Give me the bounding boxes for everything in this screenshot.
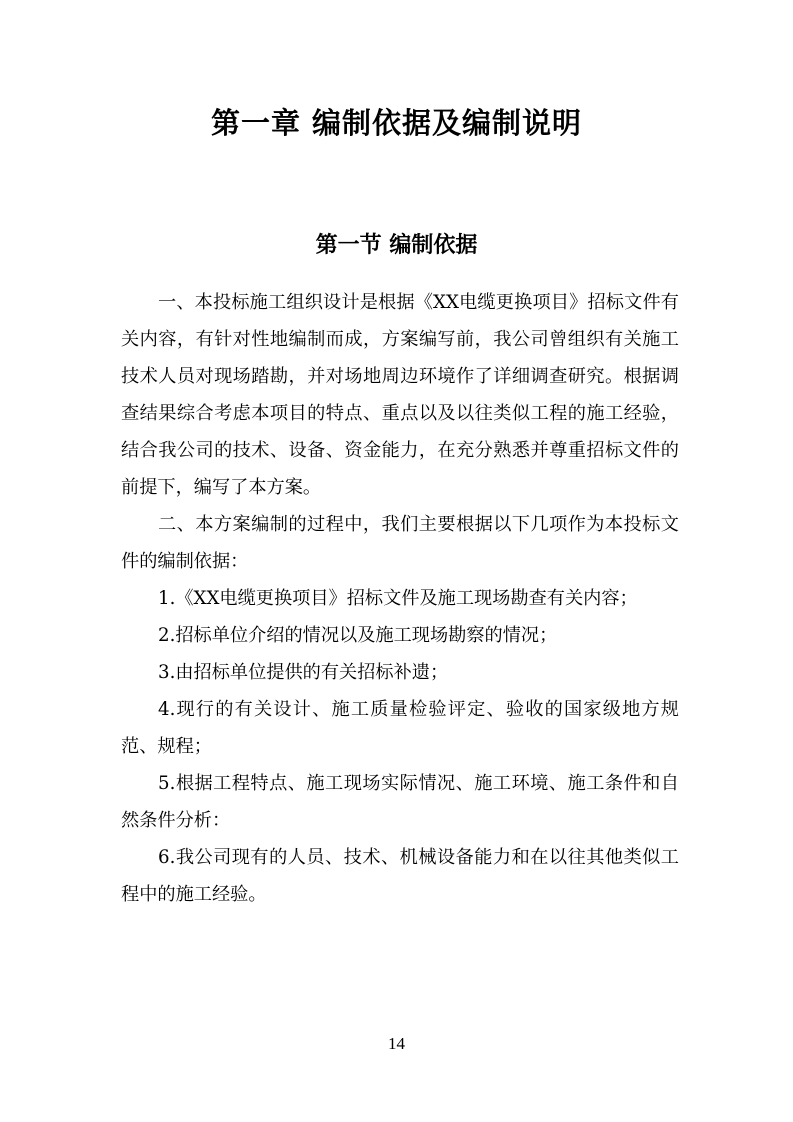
list-item-5: 5.根据工程特点、施工现场实际情况、施工环境、施工条件和自然条件分析： [121,773,679,831]
chapter-title: 第一章 编制依据及编制说明 [210,106,583,140]
section-title: 第一节 编制依据 [315,233,478,258]
list-item-1: 1.《XX电缆更换项目》招标文件及施工现场勘查有关内容； [158,588,638,609]
paragraph-basis-intro: 一、本投标施工组织设计是根据《XX电缆更换项目》招标文件有关内容，有针对性地编制而成，方案编写前，我公司曾组织有关施工技术人员对现场踏勘，并对场地周边环境作了详细调查研究。根据调查结果综合考虑本项目的特点、重点以及以往类似工程的施工经验，结合我公司的技术、设备、资金能力，在充分熟悉并尊重招标文件的前提下，编写了本方案。 [121,292,679,498]
paragraph-basis-list-intro: 二、本方案编制的过程中，我们主要根据以下几项作为本投标文件的编制依据： [121,514,679,572]
page-number: 14 [388,1034,405,1053]
list-item-4: 4.现行的有关设计、施工质量检验评定、验收的国家级地方规范、规程； [121,699,679,757]
list-item-3: 3.由招标单位提供的有关招标补遗； [158,662,449,683]
list-item-2: 2.招标单位介绍的情况以及施工现场勘察的情况； [158,625,558,646]
document-body [121,284,679,913]
list-item-6: 6.我公司现有的人员、技术、机械设备能力和在以往其他类似工程中的施工经验。 [121,847,679,905]
